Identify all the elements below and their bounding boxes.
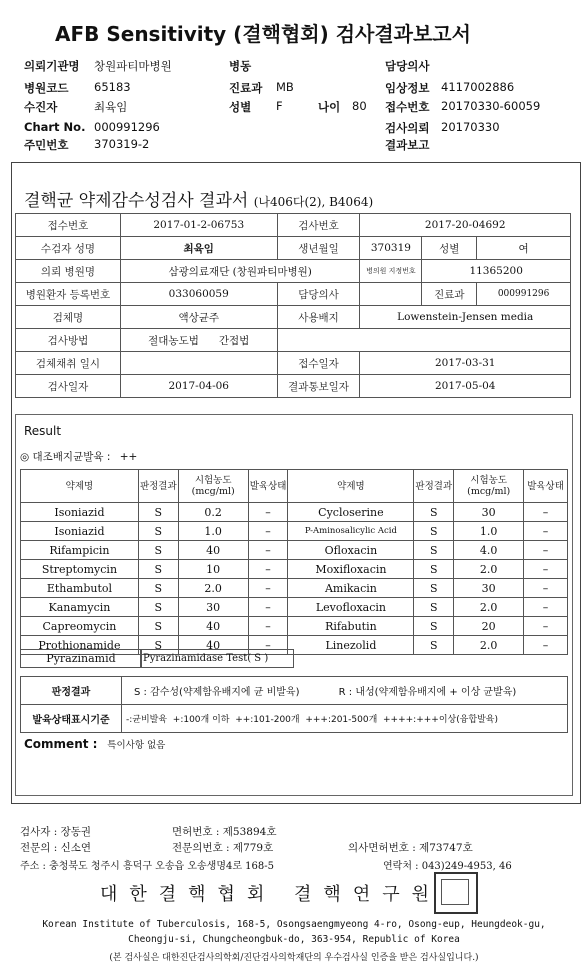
- cell-label: 성별: [422, 237, 477, 260]
- cell-value: 여: [477, 237, 571, 260]
- table-row: [21, 617, 568, 636]
- cell-label: 검사방법: [16, 329, 121, 352]
- report-code: (나406다(2), B4064): [253, 195, 374, 209]
- growth-cell: –: [248, 617, 288, 636]
- drug-name-cell: Streptomycin: [21, 560, 139, 579]
- cell-label: 검사번호: [277, 214, 360, 237]
- growth-cell: –: [524, 541, 568, 560]
- drug-name-cell: Cycloserine: [288, 503, 414, 522]
- judgment-r: R : 내성(약제함유배지에 + 이상 균발육): [338, 687, 517, 698]
- pyrazinamid-label: Pyrazinamid: [20, 649, 142, 668]
- concentration-cell: 2.0: [454, 560, 524, 579]
- address-en-2: Cheongju-si, Chungcheongbuk-do, 363-954, Republic of Korea: [128, 934, 460, 945]
- method-1: 절대농도법: [148, 334, 199, 347]
- cell-value: 2017-04-06: [120, 375, 277, 398]
- judgment-cell: S: [138, 598, 178, 617]
- table-row: [16, 329, 571, 352]
- judgment-s: S : 감수성(약제함유배지에 균 비발육): [134, 687, 300, 698]
- judgment-text: [122, 677, 568, 705]
- label-department: 진료과: [229, 81, 263, 95]
- cell-label: 수검자 성명: [16, 237, 121, 260]
- institute-name: 대한결핵협회 결핵연구원: [100, 884, 441, 905]
- cell-value: [360, 283, 422, 306]
- value-patient: 최육임: [94, 100, 128, 114]
- concentration-cell: 40: [178, 541, 248, 560]
- value-receipt-no: 20170330-60059: [441, 99, 541, 113]
- cell-label: 결과통보일자: [277, 375, 360, 398]
- report-info-table: [15, 213, 571, 398]
- comment: [24, 737, 165, 751]
- cell-value: 370319: [360, 237, 422, 260]
- official-seal: [434, 872, 478, 914]
- growth-cell: –: [524, 579, 568, 598]
- label-doctor: 담당의사: [385, 59, 430, 73]
- label-ward: 병동: [229, 59, 252, 73]
- growth-cell: –: [524, 617, 568, 636]
- control-growth: [20, 449, 137, 464]
- table-row: [16, 375, 571, 398]
- table-row: [16, 237, 571, 260]
- table-row: [21, 677, 568, 705]
- label-patient: 수진자: [24, 100, 58, 114]
- table-row: [16, 214, 571, 237]
- growth-cell: –: [248, 522, 288, 541]
- judgment-cell: S: [138, 636, 178, 655]
- page-title: AFB Sensitivity (결핵협회) 검사결과보고서: [55, 22, 471, 46]
- growth-cell: –: [248, 636, 288, 655]
- concentration-cell: 10: [178, 560, 248, 579]
- drug-name-cell: Linezolid: [288, 636, 414, 655]
- judgment-cell: S: [414, 636, 454, 655]
- table-row: [21, 598, 568, 617]
- growth-cell: –: [524, 560, 568, 579]
- pyrazinamid-test: Pyrazinamidase Test( S ): [140, 649, 294, 668]
- cell-value: 삼광의료재단 (창원파티마병원): [120, 260, 360, 283]
- cell-value: 2017-05-04: [360, 375, 571, 398]
- drug-name-cell: Isoniazid: [21, 503, 139, 522]
- judgment-cell: S: [414, 617, 454, 636]
- growth-cell: –: [248, 541, 288, 560]
- label-hospital-code: 병원코드: [24, 81, 69, 95]
- judgment-cell: S: [414, 598, 454, 617]
- col-judgment: 판정결과: [138, 470, 178, 503]
- concentration-cell: 30: [454, 503, 524, 522]
- comment-value: 특이사항 없음: [107, 740, 166, 751]
- cell-label: 접수번호: [16, 214, 121, 237]
- judgment-cell: S: [138, 503, 178, 522]
- table-row: [21, 541, 568, 560]
- tester: 검사자 : 장동권: [20, 826, 92, 838]
- table-header-row: [21, 470, 568, 503]
- growth-cell: –: [248, 503, 288, 522]
- judgment-label: 판정결과: [21, 677, 122, 705]
- concentration-cell: 30: [454, 579, 524, 598]
- value-department: MB: [276, 80, 294, 94]
- method-2: 간접법: [218, 334, 250, 347]
- judgment-cell: S: [414, 541, 454, 560]
- concentration-cell: 30: [178, 598, 248, 617]
- value-test-request: 20170330: [441, 120, 500, 134]
- col-concentration: 시험농도(mcg/ml): [454, 470, 524, 503]
- col-drug: 약제명: [21, 470, 139, 503]
- cell-value: 2017-01-2-06753: [120, 214, 277, 237]
- drug-name-cell: Ethambutol: [21, 579, 139, 598]
- value-age: 80: [352, 99, 367, 113]
- specialist-number: 전문의번호 : 제779호: [172, 842, 274, 854]
- cell-label: 검체채취 일시: [16, 352, 121, 375]
- table-row: [16, 283, 571, 306]
- judgment-cell: S: [138, 560, 178, 579]
- judgment-cell: S: [138, 522, 178, 541]
- value-institution: 창원파티마병원: [94, 59, 172, 73]
- table-row: [21, 560, 568, 579]
- table-row: [16, 352, 571, 375]
- drug-name-cell: Isoniazid: [21, 522, 139, 541]
- table-row: [16, 260, 571, 283]
- cell-label: 사용배지: [277, 306, 360, 329]
- cell-value: [120, 329, 277, 352]
- concentration-cell: 2.0: [178, 579, 248, 598]
- table-row: [21, 503, 568, 522]
- certification-note: (본 검사실은 대한진단검사의학회/진단검사의학재단의 우수검사실 인증을 받은 검사실입니다.): [109, 953, 479, 963]
- drug-table: [20, 469, 568, 655]
- label-test-request: 검사의뢰: [385, 121, 430, 135]
- drug-name-cell: Prothionamide: [21, 636, 139, 655]
- col-growth: 발육상태: [524, 470, 568, 503]
- growth-cell: –: [248, 579, 288, 598]
- report-title-text: 결핵균 약제감수성검사 결과서: [24, 191, 249, 211]
- table-row: [16, 306, 571, 329]
- label-receipt-no: 접수번호: [385, 100, 430, 114]
- label-sex: 성별: [229, 100, 252, 114]
- judgment-table: [20, 676, 568, 733]
- growth-cell: –: [248, 598, 288, 617]
- doctor-license: 의사면허번호 : 제73747호: [348, 842, 473, 854]
- cell-value: 000991296: [477, 283, 571, 306]
- judgment-cell: S: [414, 560, 454, 579]
- value-sex: F: [276, 99, 283, 113]
- label-institution: 의뢰기관명: [24, 59, 80, 73]
- drug-name-cell: Kanamycin: [21, 598, 139, 617]
- specialist: 전문의 : 신소연: [20, 842, 92, 854]
- col-concentration: 시험농도(mcg/ml): [178, 470, 248, 503]
- cell-value: 2017-20-04692: [360, 214, 571, 237]
- label-age: 나이: [318, 100, 341, 114]
- concentration-cell: 2.0: [454, 598, 524, 617]
- tester-license: 면허번호 : 제53894호: [172, 826, 277, 838]
- judgment-cell: S: [138, 541, 178, 560]
- drug-name-cell: Capreomycin: [21, 617, 139, 636]
- growth-cell: –: [524, 636, 568, 655]
- cell-label: 병의원 지정번호: [360, 260, 422, 283]
- judgment-cell: S: [414, 579, 454, 598]
- label-result-report: 결과보고: [385, 138, 430, 152]
- cell-value: [120, 352, 277, 375]
- cell-value: 최육임: [120, 237, 277, 260]
- cell-value: Lowenstein-Jensen media: [360, 306, 571, 329]
- concentration-cell: 1.0: [454, 522, 524, 541]
- cell-value: 2017-03-31: [360, 352, 571, 375]
- drug-name-cell: Rifabutin: [288, 617, 414, 636]
- cell-label: 검사일자: [16, 375, 121, 398]
- label-clinical-info: 임상정보: [385, 81, 430, 95]
- label-id-number: 주민번호: [24, 138, 69, 152]
- cell-value: 11365200: [422, 260, 571, 283]
- control-growth-value: ++: [119, 451, 138, 463]
- judgment-cell: S: [414, 503, 454, 522]
- label-chart-no: Chart No.: [24, 120, 86, 134]
- cell-value: 033060059: [120, 283, 277, 306]
- table-row: [21, 705, 568, 733]
- cell-label: 의뢰 병원명: [16, 260, 121, 283]
- comment-label: Comment :: [24, 737, 98, 751]
- value-hospital-code: 65183: [94, 80, 131, 94]
- report-title: [24, 186, 373, 211]
- col-drug: 약제명: [288, 470, 414, 503]
- drug-name-cell: Ofloxacin: [288, 541, 414, 560]
- value-chart-no: 000991296: [94, 120, 160, 134]
- concentration-cell: 4.0: [454, 541, 524, 560]
- growth-cell: –: [524, 503, 568, 522]
- cell-label: 접수일자: [277, 352, 360, 375]
- drug-name-cell: Rifampicin: [21, 541, 139, 560]
- drug-name-cell: Moxifloxacin: [288, 560, 414, 579]
- value-clinical-info: 4117002886: [441, 80, 515, 94]
- col-judgment: 판정결과: [414, 470, 454, 503]
- growth-cell: –: [524, 598, 568, 617]
- growth-standard-label: 발육상태표시기준: [21, 705, 122, 733]
- table-row: [21, 522, 568, 541]
- concentration-cell: 1.0: [178, 522, 248, 541]
- address-en-1: Korean Institute of Tuberculosis, 168-5, Osongsaengmyeong 4-ro, Osong-eup, Heungdeok-gu,: [42, 919, 546, 930]
- growth-cell: –: [524, 522, 568, 541]
- result-label: Result: [24, 424, 62, 438]
- growth-standard: -:균비발육 +:100개 이하 ++:101-200개 +++:201-500개 ++++:+++이상(융합발육): [122, 705, 568, 733]
- cell-label: 진료과: [422, 283, 477, 306]
- growth-cell: –: [248, 560, 288, 579]
- col-growth: 발육상태: [248, 470, 288, 503]
- control-growth-label: ◎ 대조배지균발육 :: [20, 451, 111, 463]
- concentration-cell: 40: [178, 636, 248, 655]
- concentration-cell: 40: [178, 617, 248, 636]
- cell-label: 병원환자 등록번호: [16, 283, 121, 306]
- judgment-cell: S: [138, 617, 178, 636]
- drug-name-cell: Levofloxacin: [288, 598, 414, 617]
- drug-name-cell: P-Aminosalicylic Acid: [288, 522, 414, 541]
- table-row: [21, 579, 568, 598]
- cell-label: 담당의사: [277, 283, 360, 306]
- concentration-cell: 20: [454, 617, 524, 636]
- contact: 연락처 : 043)249-4953, 46: [383, 861, 512, 872]
- concentration-cell: 0.2: [178, 503, 248, 522]
- concentration-cell: 2.0: [454, 636, 524, 655]
- judgment-cell: S: [414, 522, 454, 541]
- cell-label: 검체명: [16, 306, 121, 329]
- cell-empty: [277, 329, 570, 352]
- value-id-number: 370319-2: [94, 137, 150, 151]
- cell-value: 액상균주: [120, 306, 277, 329]
- address-kr: 주소 : 충청북도 청주시 흥덕구 오송읍 오송생명4로 168-5: [20, 861, 275, 872]
- cell-label: 생년월일: [277, 237, 360, 260]
- drug-name-cell: Amikacin: [288, 579, 414, 598]
- judgment-cell: S: [138, 579, 178, 598]
